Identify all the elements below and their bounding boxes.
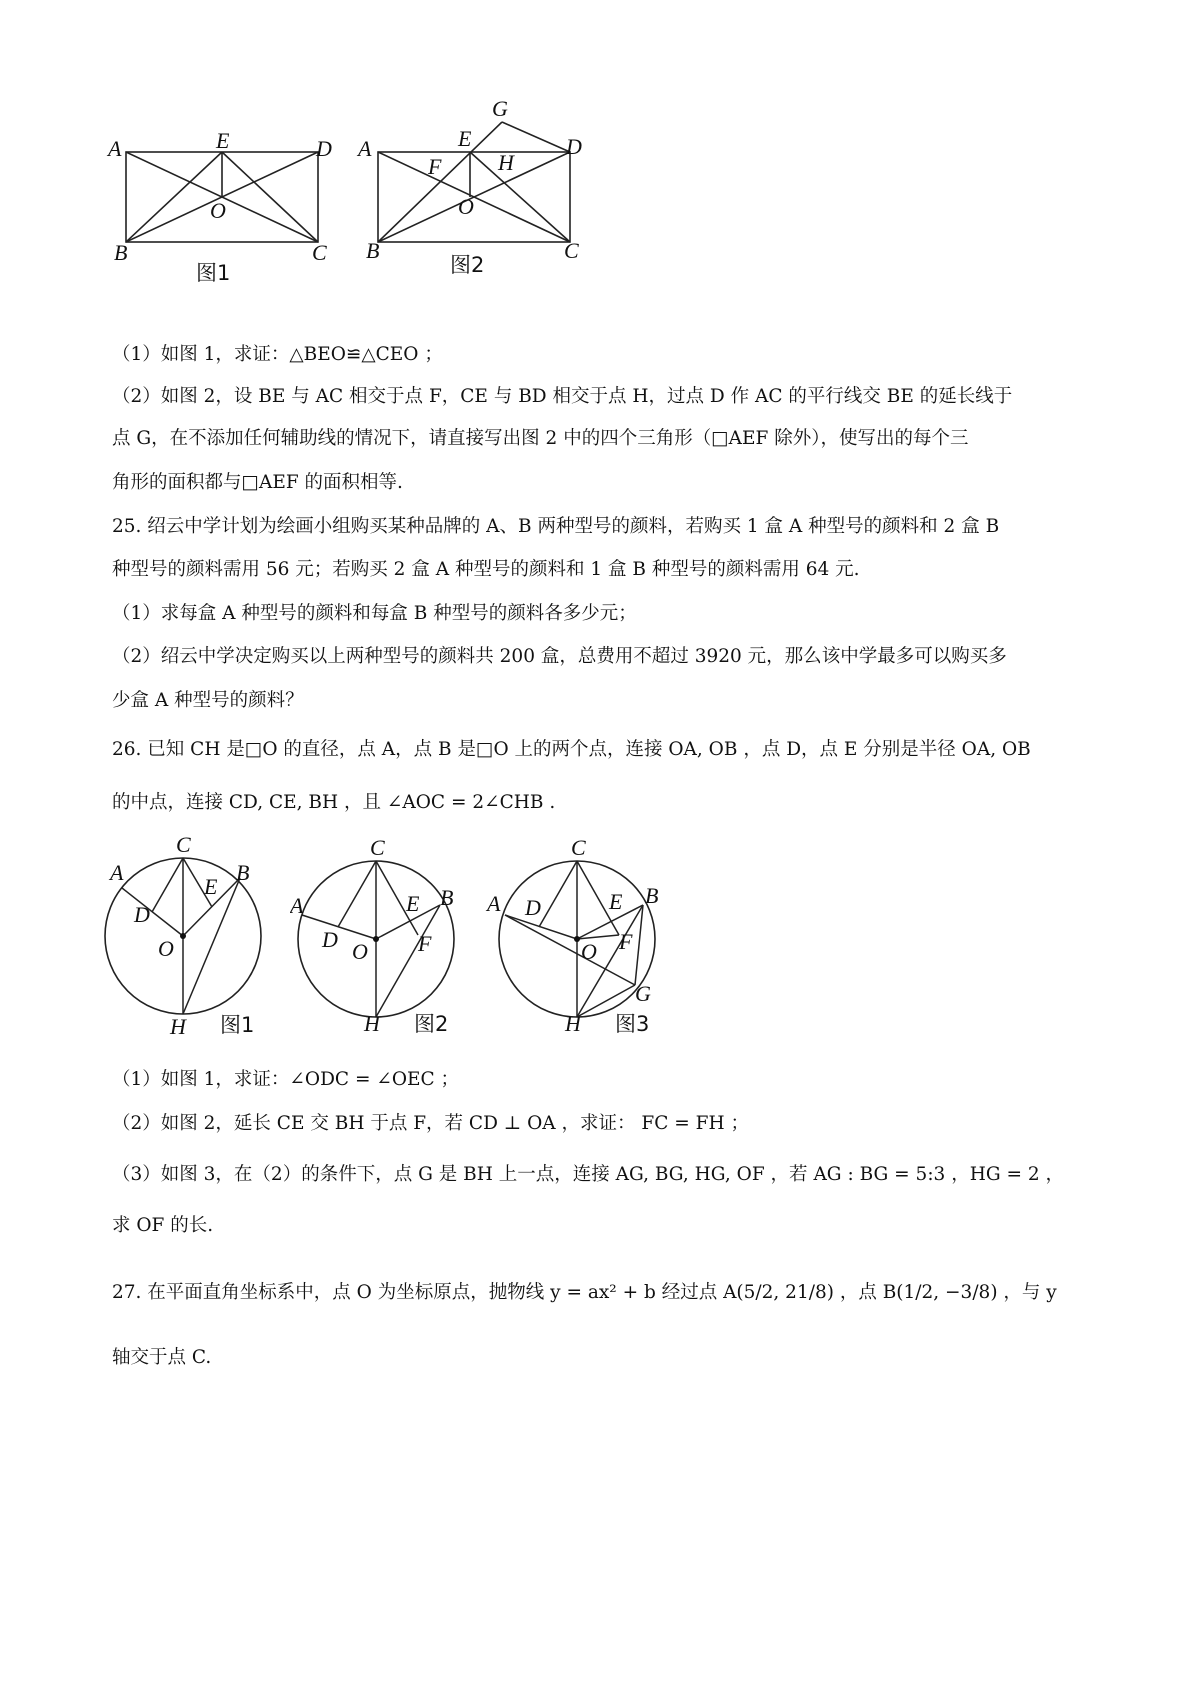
label-F: F bbox=[619, 929, 633, 954]
label-D: D bbox=[134, 902, 150, 927]
label-D: D bbox=[316, 136, 332, 161]
q25-part1: （1）求每盒 A 种型号的颜料和每盒 B 种型号的颜料各多少元； bbox=[112, 603, 637, 624]
label-H: H bbox=[170, 1014, 186, 1039]
label-A: A bbox=[290, 893, 304, 918]
caption-fig3: 图3 bbox=[615, 1012, 650, 1036]
label-A: A bbox=[110, 860, 124, 885]
label-E: E bbox=[458, 126, 472, 151]
q26-part2: （2）如图 2，延长 CE 交 BH 于点 F，若 CD ⊥ OA ，求证： FC = FH ； bbox=[112, 1113, 749, 1134]
label-C: C bbox=[370, 835, 385, 860]
q24-part1: （1）如图 1，求证：△BEO≌△CEO ； bbox=[112, 344, 443, 365]
label-E: E bbox=[216, 128, 230, 153]
label-A: A bbox=[487, 891, 501, 916]
label-H: H bbox=[364, 1011, 380, 1036]
label-H: H bbox=[565, 1011, 581, 1036]
caption-fig2: 图2 bbox=[450, 253, 485, 277]
label-E: E bbox=[204, 874, 218, 899]
q26-stem-line2: 的中点，连接 CD, CE, BH ，且 ∠AOC = 2∠CHB . bbox=[112, 792, 556, 813]
label-O: O bbox=[581, 939, 597, 964]
label-B: B bbox=[114, 240, 128, 265]
figure-rectangle-2 bbox=[352, 96, 602, 290]
label-C: C bbox=[312, 240, 327, 265]
label-G: G bbox=[492, 96, 508, 121]
q24-part2-line2: 点 G，在不添加任何辅助线的情况下，请直接写出图 2 中的四个三角形（□AEF 除外），使写出的每个三 bbox=[112, 428, 969, 449]
q24-part2-line1: （2）如图 2，设 BE 与 AC 相交于点 F，CE 与 BD 相交于点 H，过点 D 作 AC 的平行线交 BE 的延长线于 bbox=[112, 386, 1013, 407]
label-F: F bbox=[428, 154, 442, 179]
label-B: B bbox=[236, 860, 250, 885]
q25-stem-line1: 25. 绍云中学计划为绘画小组购买某种品牌的 A、B 两种型号的颜料，若购买 1 盒 A 种型号的颜料和 2 盒 B bbox=[112, 516, 1000, 537]
label-D: D bbox=[525, 895, 541, 920]
caption-fig2: 图2 bbox=[414, 1012, 449, 1036]
label-B: B bbox=[366, 238, 380, 263]
q26-part1: （1）如图 1，求证：∠ODC = ∠OEC ； bbox=[112, 1069, 460, 1090]
label-D: D bbox=[322, 927, 338, 952]
figure-circle-3 bbox=[485, 835, 675, 1045]
q26-part3-line2: 求 OF 的长. bbox=[112, 1215, 214, 1236]
figure-circle-2 bbox=[290, 835, 480, 1045]
label-O: O bbox=[458, 194, 474, 219]
label-B: B bbox=[440, 885, 454, 910]
label-O: O bbox=[352, 939, 368, 964]
caption-fig1: 图1 bbox=[220, 1013, 255, 1037]
label-A: A bbox=[108, 136, 122, 161]
q25-stem-line2: 种型号的颜料需用 56 元；若购买 2 盒 A 种型号的颜料和 1 盒 B 种型号的颜料需用 64 元. bbox=[112, 559, 860, 580]
q25-part2-line2: 少盒 A 种型号的颜料？ bbox=[112, 690, 304, 711]
label-C: C bbox=[564, 238, 579, 263]
label-E: E bbox=[406, 891, 420, 916]
q24-part2-line3: 角形的面积都与□AEF 的面积相等. bbox=[112, 472, 403, 493]
label-H: H bbox=[498, 150, 514, 175]
label-O: O bbox=[210, 198, 226, 223]
label-F: F bbox=[418, 931, 432, 956]
label-D: D bbox=[566, 134, 582, 159]
label-C: C bbox=[571, 835, 586, 860]
q26-part3-line1: （3）如图 3，在（2）的条件下，点 G 是 BH 上一点，连接 AG, BG, HG, OF ，若 AG : BG = 5:3 ，HG = 2 ， bbox=[112, 1164, 1065, 1185]
caption-fig1: 图1 bbox=[196, 261, 231, 285]
label-O: O bbox=[158, 936, 174, 961]
figure-rectangle-1 bbox=[100, 120, 350, 290]
label-G: G bbox=[635, 981, 651, 1006]
label-B: B bbox=[645, 883, 659, 908]
label-A: A bbox=[358, 136, 372, 161]
figure-circle-1 bbox=[100, 830, 280, 1045]
q27-stem-line2: 轴交于点 C. bbox=[112, 1347, 212, 1368]
q26-stem-line1: 26. 已知 CH 是□O 的直径，点 A，点 B 是□O 上的两个点，连接 OA, OB ，点 D，点 E 分别是半径 OA, OB bbox=[112, 739, 1031, 760]
label-E: E bbox=[609, 889, 623, 914]
q27-stem-line1: 27. 在平面直角坐标系中，点 O 为坐标原点，抛物线 y = ax² + b 经过点 A(5/2, 21/8) ，点 B(1/2, −3/8) ，与 y bbox=[112, 1282, 1057, 1303]
q25-part2-line1: （2）绍云中学决定购买以上两种型号的颜料共 200 盒，总费用不超过 3920 元，那么该中学最多可以购买多 bbox=[112, 646, 1007, 667]
label-C: C bbox=[176, 832, 191, 857]
